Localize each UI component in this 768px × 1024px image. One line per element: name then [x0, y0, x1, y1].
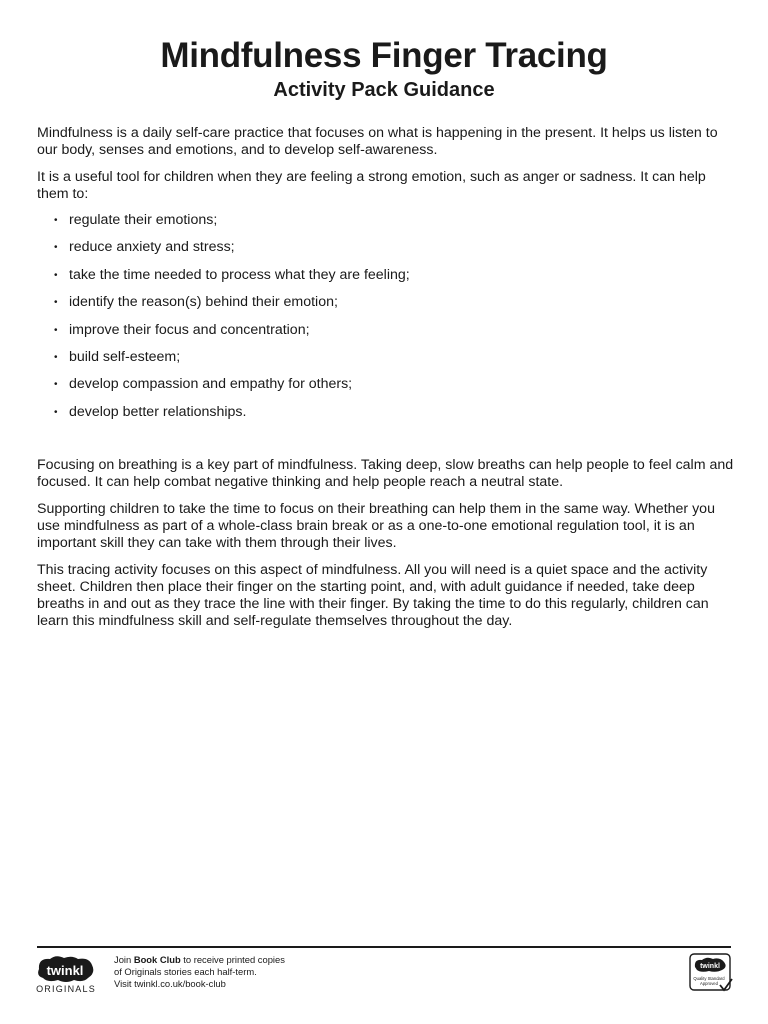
- activity-paragraph: This tracing activity focuses on this aspect of mindfulness. All you will need is a quiet space and the activity sheet. Children then place their finger on the starting point, and, with adult guidance if needed, take deep breaths in and out as they trace the line with their finger. By taking the time to do this regularly, children can learn this mindfulness skill and self-regulate themselves throughout the day.: [37, 562, 709, 630]
- guidance-content: [37, 125, 735, 640]
- bullet-icon: •: [54, 324, 58, 336]
- page-subtitle: Activity Pack Guidance: [273, 79, 495, 101]
- twinkl-originals-logo: [36, 955, 96, 995]
- badge-brand: twinkl: [700, 963, 720, 970]
- bullet-icon: •: [54, 406, 58, 418]
- intro-paragraph: Mindfulness is a daily self-care practice that focuses on what is happening in the present. It helps us listen to our body, senses and emotions, and to develop self-awareness.: [37, 125, 718, 158]
- book-club-label: Book Club: [133, 954, 181, 965]
- book-club-notice: [114, 954, 285, 990]
- logo-subtitle: ORIGINALS: [36, 984, 96, 994]
- footer-line-1: Join Book Club to receive printed copies: [114, 954, 285, 965]
- footer-line-2: of Originals stories each half-term.: [114, 966, 257, 977]
- page-title: Mindfulness Finger Tracing: [160, 36, 608, 75]
- benefits-list: [37, 212, 735, 431]
- badge-line-1: Quality Standard: [693, 976, 725, 981]
- list-item: • regulate their emotions;: [54, 212, 218, 228]
- list-item: • develop compassion and empathy for others;: [54, 376, 353, 393]
- page-header: [0, 36, 768, 102]
- bullet-icon: •: [54, 379, 58, 391]
- list-item: • build self-esteem;: [54, 348, 181, 365]
- list-item: • identify the reason(s) behind their emotion;: [54, 294, 338, 311]
- bullet-icon: •: [54, 351, 58, 363]
- section-spacer: [37, 431, 735, 457]
- bullet-icon: •: [54, 297, 58, 309]
- bullet-icon: •: [54, 269, 58, 281]
- list-item: • improve their focus and concentration;: [54, 321, 310, 338]
- list-item: • develop better relationships.: [54, 403, 247, 420]
- bullet-icon: •: [54, 242, 58, 254]
- logo-wordmark: twinkl: [46, 963, 84, 978]
- list-item: • reduce anxiety and stress;: [54, 239, 235, 256]
- footer-line-3: Visit twinkl.co.uk/book-club: [114, 978, 226, 989]
- badge-line-2: Approved: [700, 981, 718, 986]
- breathing-paragraph: Focusing on breathing is a key part of mindfulness. Taking deep, slow breaths can help people to feel calm and focused. It can help combat negative thinking and help people reach a neutral state.: [37, 457, 734, 491]
- supporting-paragraph: Supporting children to take the time to focus on their breathing can help them in the same way. Whether you use mindfulness as part of a whole-class brain break or as a one-to-one emotional regulation tool, it is an important skill they can take with them through their lives.: [37, 501, 715, 552]
- list-item: • take the time needed to process what they are feeling;: [54, 266, 410, 283]
- footer-divider: [37, 946, 731, 948]
- quality-standard-badge-icon: [689, 953, 733, 993]
- bullet-icon: •: [54, 215, 58, 226]
- benefits-intro-paragraph: It is a useful tool for children when they are feeling a strong emotion, such as anger or sadness. It can help them to:: [37, 169, 706, 202]
